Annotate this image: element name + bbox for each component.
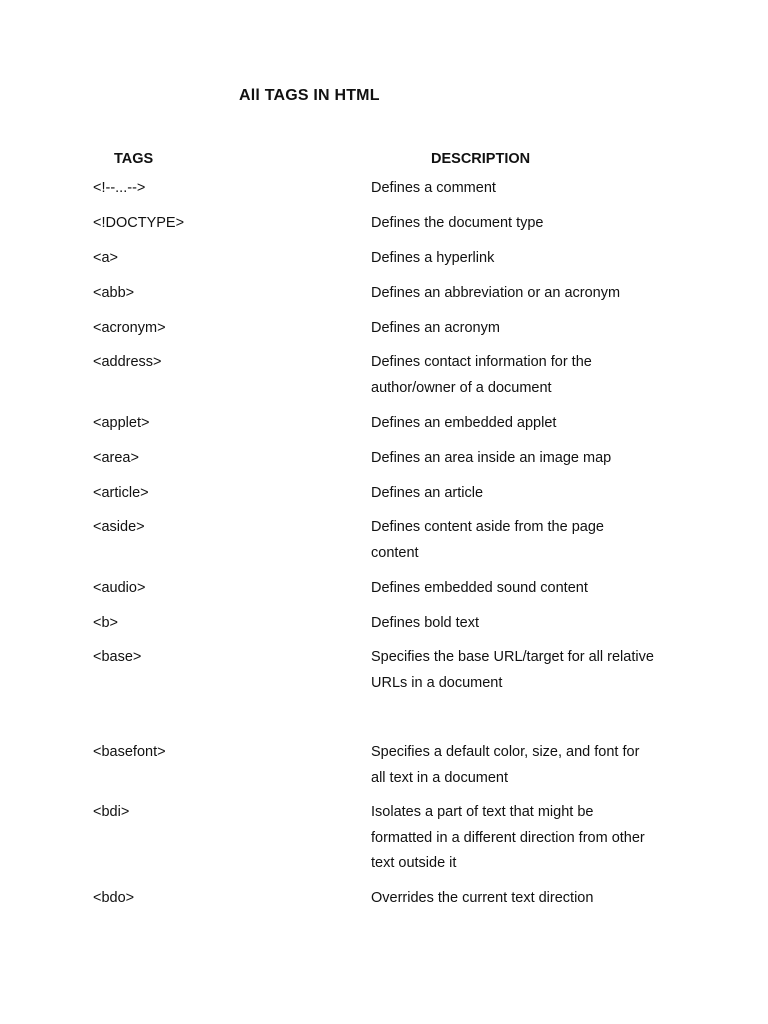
description-cell: Defines the document type [371, 215, 544, 231]
tag-cell: <a> [93, 250, 118, 266]
tag-cell: <bdi> [93, 804, 130, 820]
description-column-header: DESCRIPTION [431, 151, 531, 167]
description-cell: Defines embedded sound content [371, 580, 588, 596]
description-cell: Defines a hyperlink [371, 250, 495, 266]
description-cell: Defines an area inside an image map [371, 450, 612, 466]
tag-cell: <audio> [93, 580, 146, 596]
description-cell: Defines a comment [371, 180, 496, 196]
tags-column-header: TAGS [114, 151, 154, 167]
tag-cell: <area> [93, 450, 139, 466]
description-cell: Overrides the current text direction [371, 890, 594, 906]
tag-cell: <aside> [93, 519, 145, 535]
description-cell: Defines contact information for the author/owner of a document [371, 354, 592, 396]
tag-cell: <acronym> [93, 320, 166, 336]
tag-cell: <!DOCTYPE> [93, 215, 185, 231]
tag-cell: <b> [93, 615, 118, 631]
tag-cell: <basefont> [93, 744, 166, 760]
page-title: All TAGS IN HTML [239, 87, 380, 104]
description-cell: Defines content aside from the page content [371, 519, 604, 561]
tag-cell: <bdo> [93, 890, 135, 906]
tag-cell: <abb> [93, 285, 135, 301]
description-cell: Specifies a default color, size, and font for all text in a document [371, 744, 640, 786]
tag-cell: <address> [93, 354, 162, 370]
description-cell: Defines an abbreviation or an acronym [371, 285, 621, 301]
description-cell: Specifies the base URL/target for all relative URLs in a document [371, 649, 654, 691]
tag-cell: <article> [93, 485, 149, 501]
tag-cell: <base> [93, 649, 142, 665]
tag-cell: <applet> [93, 415, 150, 431]
description-cell: Defines bold text [371, 615, 480, 631]
description-cell: Defines an acronym [371, 320, 500, 336]
description-cell: Isolates a part of text that might be formatted in a different direction from other text outside it [371, 804, 645, 871]
description-cell: Defines an article [371, 485, 484, 501]
tag-cell: <!--...--> [93, 180, 146, 196]
description-cell: Defines an embedded applet [371, 415, 557, 431]
